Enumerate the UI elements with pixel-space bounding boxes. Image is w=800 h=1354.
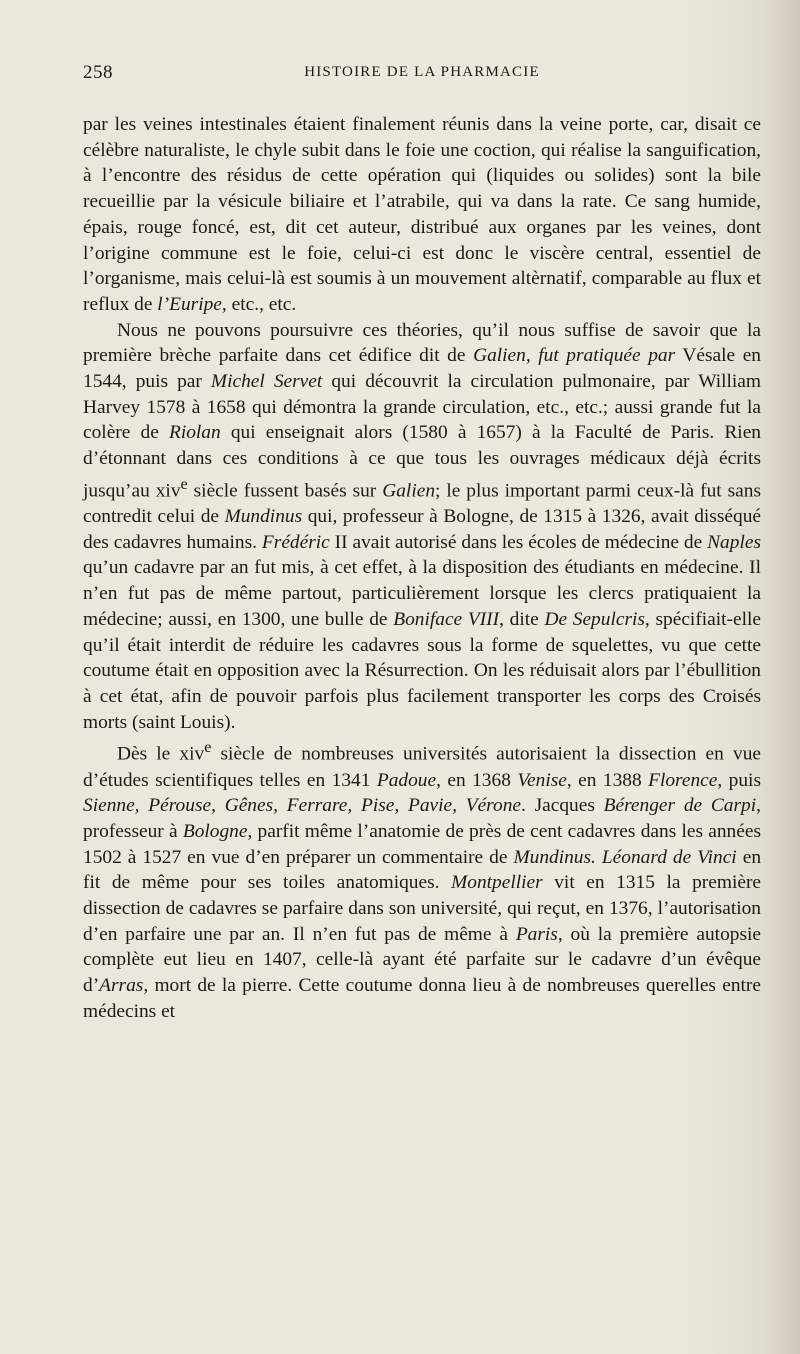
text-run: siècle de nombreuses universités autorisaient la dissection en vue d’études scientifiques telles en 1341 bbox=[83, 743, 761, 791]
text-run: en fit de même pour ses toiles anatomiques. bbox=[83, 846, 762, 894]
italic-run: Galien, fut pratiquée par bbox=[473, 345, 676, 367]
text-run: Dès le xiv bbox=[117, 743, 205, 765]
paragraph-3 bbox=[83, 735, 761, 1024]
text-run: siècle fussent basés sur bbox=[187, 480, 383, 502]
italic-run: Frédéric bbox=[261, 531, 330, 553]
text-run: , en 1388 bbox=[566, 769, 649, 791]
superscript: e bbox=[204, 739, 212, 757]
text-run: , parfit même l’anatomie de près de cent cadavres dans les années 1502 à 1527 en vue d’en préparer un commentaire de bbox=[83, 820, 761, 868]
text-run: qui découvrit la circulation pulmonaire, par William Harvey 1578 à 1658 qui démontra la grande circulation, etc., etc.; aussi grande fut la colère de bbox=[83, 371, 761, 444]
text-run: , mort de la pierre. Cette coutume donna lieu à de nombreuses querelles entre médecins et bbox=[83, 975, 761, 1022]
italic-run: Michel Servet bbox=[210, 371, 323, 393]
italic-run: Paris bbox=[515, 923, 558, 945]
italic-run: Bérenger de Carpi bbox=[603, 795, 757, 817]
page-number: 258 bbox=[83, 62, 113, 83]
italic-run: Montpellier bbox=[451, 872, 543, 894]
italic-run: Arras bbox=[99, 975, 144, 997]
italic-run: Bologne bbox=[182, 820, 248, 842]
italic-run: l’Euripe bbox=[157, 293, 222, 315]
text-run: , spécifiait-elle qu’il était interdit de réduire les cadavres sous la forme de squelettes, vu que cette coutume était en opposition avec la Résurrection. On les réduisait alors par l’ébullition à cet état, afin de pouvoir parfois plus facilement transporter les corps des Croisés morts (saint Louis). bbox=[83, 608, 761, 733]
italic-run: Mundinus bbox=[224, 506, 303, 528]
italic-run: Galien bbox=[382, 480, 436, 502]
text-run: ; le plus important parmi ceux-là fut sans contredit celui de bbox=[83, 480, 761, 528]
text-run: Vésale en 1544, puis par bbox=[83, 345, 762, 393]
page-header bbox=[83, 62, 761, 86]
text-run: , professeur à bbox=[83, 795, 761, 842]
italic-run: De Sepulcris bbox=[544, 608, 645, 630]
running-title: HISTOIRE DE LA PHARMACIE bbox=[304, 64, 540, 80]
text-run: qu’un cadavre par an fut mis, à cet effet, à la disposition des étudiants en médecine. Il n’en fut pas de même partout, particulièrement lorsque les clercs pratiquaient la médecine; aussi, en 1300, une bulle de bbox=[83, 557, 761, 630]
body-text bbox=[83, 112, 761, 1025]
paragraph-1 bbox=[83, 112, 761, 318]
italic-run: Florence bbox=[648, 769, 718, 791]
text-run: , où la première autopsie complète eut lieu en 1407, celle-là ayant été parfaite sur le cadavre d’un évêque d’ bbox=[83, 923, 761, 997]
italic-run: Riolan bbox=[168, 422, 221, 444]
text-run: Nous ne pouvons poursuivre ces théories, qu’il nous suffise de savoir que la première brèche parfaite dans cet édifice dit de bbox=[83, 319, 761, 367]
text-run: par les veines intestinales étaient finalement réunis dans la veine porte, car, disait ce célèbre naturaliste, le chyle subit dans le foie une coction, qui réalise la sanguification, à l’encontre des résidus de cette opération qui (liquides ou solides) sont la bile recueillie par la vésicule biliaire et l’atrabile, qui va dans la rate. Ce sang humide, épais, rouge foncé, est, dit cet auteur, distribué aux organes par les veines, dont l’origine commune est le foie, celui-ci est donc le viscère central, essentiel de l’organisme, mais celui-là est soumis à un mouvement altèrnatif, comparable au flux et reflux de bbox=[83, 114, 761, 315]
text-run: qui enseignait alors (1580 à 1657) à la Faculté de Paris. Rien d’étonnant dans ces conditions à ce que tous les ouvrages médicaux déjà écrits jusqu’au xiv bbox=[83, 422, 761, 502]
text-run: , puis bbox=[717, 769, 761, 791]
superscript: e bbox=[180, 475, 188, 493]
paragraph-2 bbox=[83, 318, 761, 736]
italic-run: Sienne, Pérouse, Gênes, Ferrare, Pise, Pavie, Vérone bbox=[83, 795, 521, 817]
italic-run: Padoue bbox=[376, 769, 437, 791]
italic-run: Boniface VIII bbox=[393, 608, 500, 630]
italic-run: Venise bbox=[517, 769, 567, 791]
text-run: , en 1368 bbox=[436, 769, 518, 791]
italic-run: Naples bbox=[707, 531, 761, 553]
text-run: II avait autorisé dans les écoles de médecine de bbox=[329, 531, 708, 553]
text-run: . Jacques bbox=[521, 795, 604, 817]
text-run: , dite bbox=[499, 608, 545, 630]
text-run: , etc., etc. bbox=[221, 293, 297, 315]
italic-run: Mundinus. Léonard de Vinci bbox=[513, 846, 737, 868]
text-run: vit en 1315 la première dissection de cadavres se parfaire dans son université, qui reçut, en 1376, l’autorisation d’en parfaire une par an. Il n’en fut pas de même à bbox=[83, 872, 762, 945]
text-run: qui, professeur à Bologne, de 1315 à 1326, avait disséqué des cadavres humains. bbox=[83, 506, 761, 553]
